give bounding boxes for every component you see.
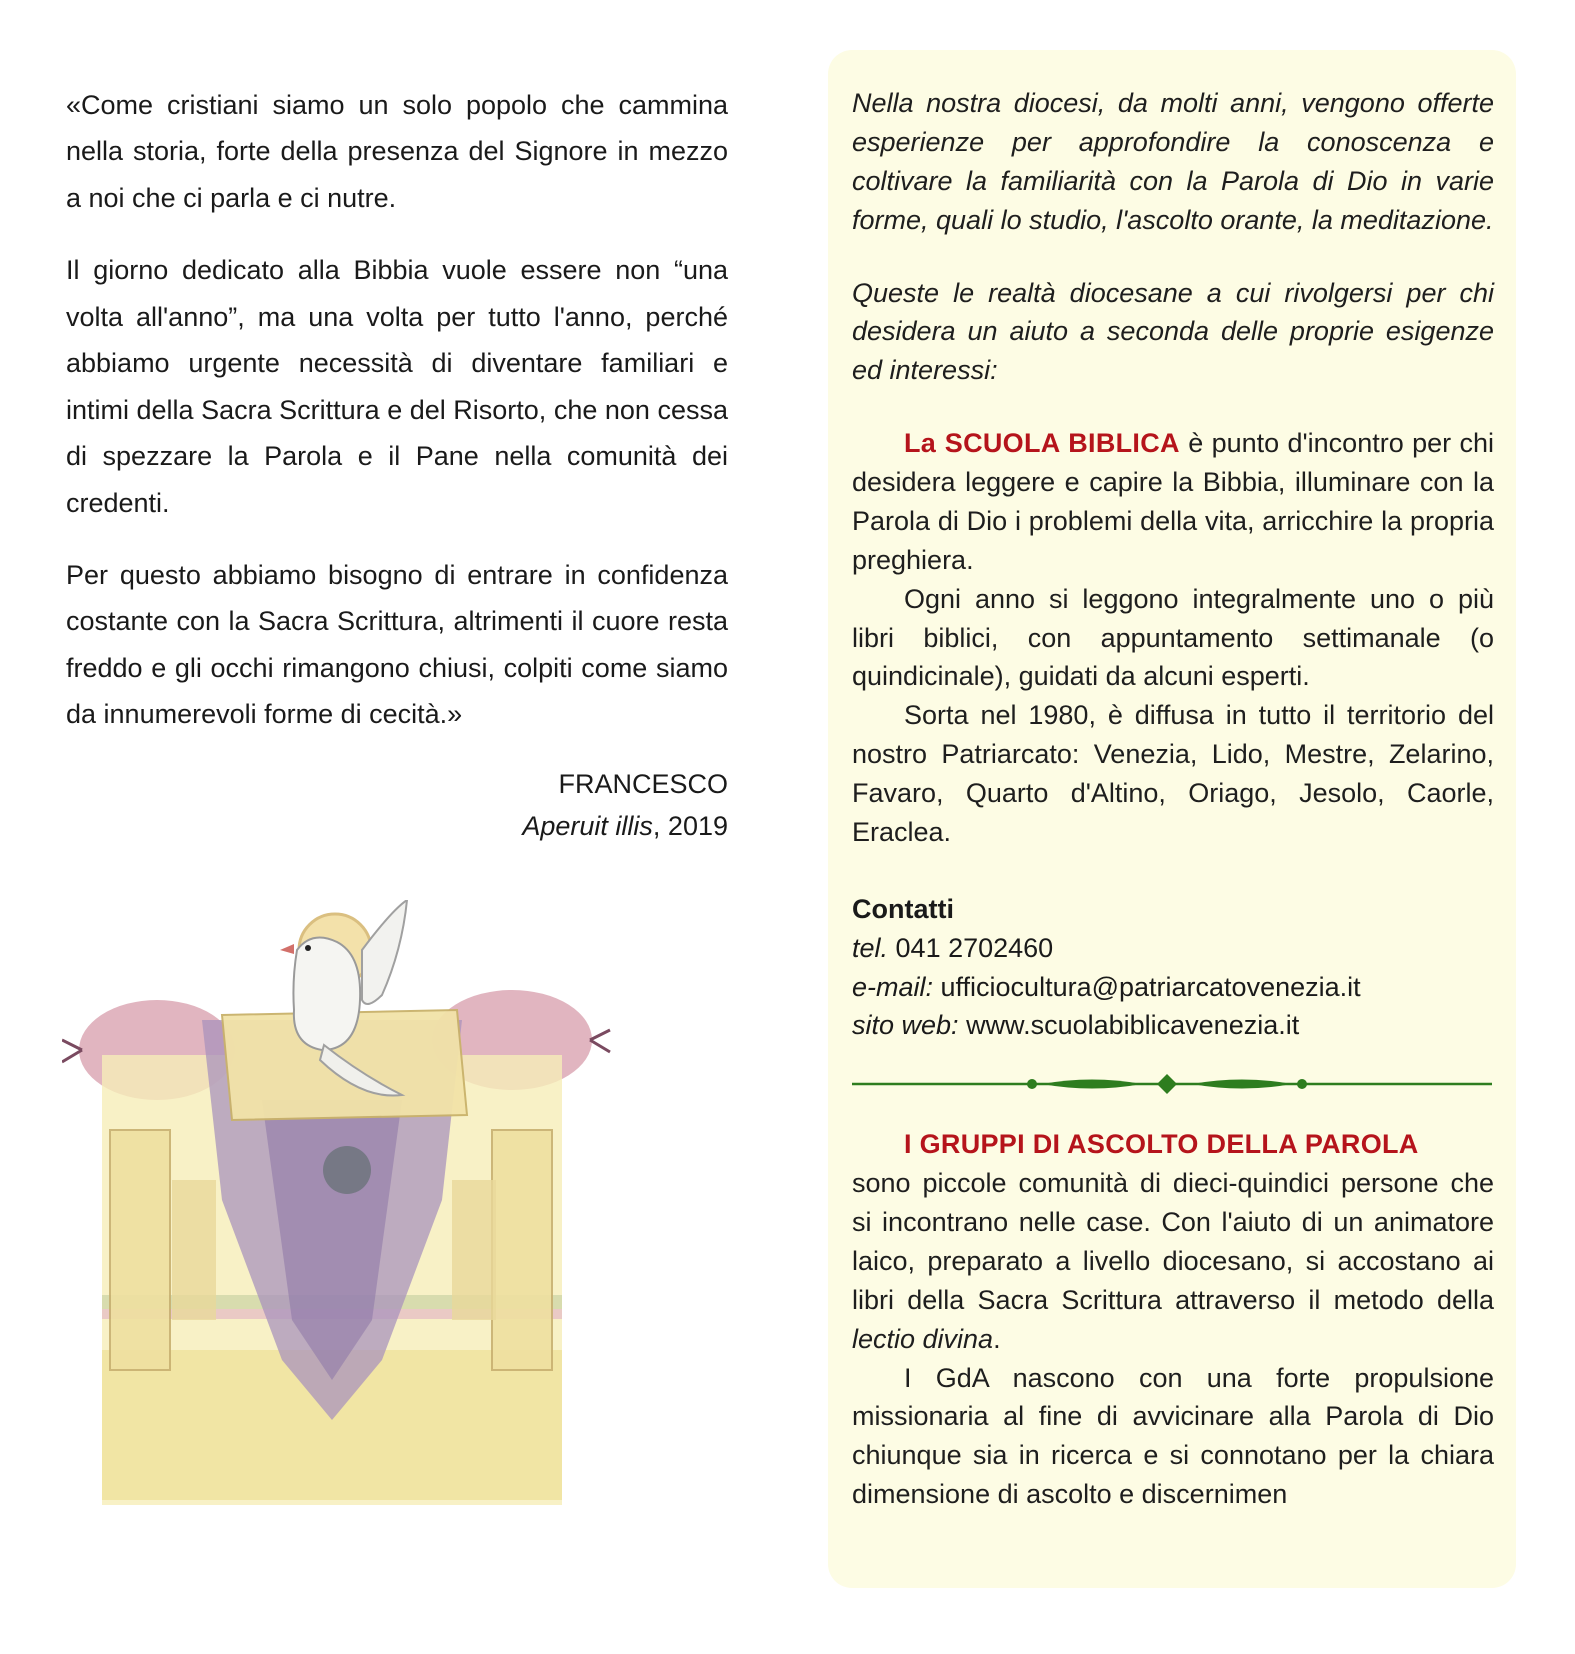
intro-paragraph-2: Queste le realtà diocesane a cui rivolgersi per chi desidera un aiuto a seconda delle proprie esigenze ed interessi: [852,277,1494,386]
scuola-paragraph-1-text: è punto d'incontro per chi desidera leggere e capire la Bibbia, illuminare con la Parola di Dio i problemi della vita, arricchire la propria preghiera. [852,428,1494,575]
gruppi-paragraph-2: I GdA nascono con una forte propulsione missionaria al fine di avvicinare alla Parola di Dio chiunque sia in ricerca e si connotano per la chiara dimensione di ascolto e discernimen [852,1362,1494,1510]
quote-paragraph-1: «Come cristiani siamo un solo popolo che cammina nella storia, forte della presenza del Signore in mezzo a noi che ci parla e ci nutre. [66,90,728,213]
contacts-block [852,890,1494,1046]
email-label: e-mail: [852,971,934,1002]
scuola-paragraph-2: Ogni anno si leggono integralmente uno o più libri biblici, con appuntamento settimanale (o quindicinale), guidati da alcuni esperti. [852,583,1494,692]
ornamental-divider [852,1071,1492,1097]
contact-website [852,1006,1494,1045]
phone-value: 041 2702460 [888,932,1054,963]
quote-column [66,82,728,847]
dove-throne-illustration [62,900,642,1562]
gruppi-heading: I GRUPPI DI ASCOLTO DELLA PAROLA [904,1129,1419,1160]
email-link[interactable]: ufficiocultura@patriarcatovenezia.it [933,971,1361,1002]
intro-paragraph-1: Nella nostra diocesi, da molti anni, vengono offerte esperienze per approfondire la conoscenza e coltivare la familiarità con la Parola di Dio in varie forme, quali lo studio, l'ascolto orante, la meditazione. [852,88,1494,235]
contacts-title: Contatti [852,893,954,924]
scuola-biblica-heading: La SCUOLA BIBLICA [904,428,1180,459]
signature-name: FRANCESCO [558,768,728,799]
gruppi-heading-line [852,1125,1494,1164]
signature-year: , 2019 [652,810,728,841]
website-label: sito web: [852,1010,959,1041]
signature-work: Aperuit illis [522,810,653,841]
gruppi-ascolto-section [852,1125,1494,1514]
scuola-paragraph-3: Sorta nel 1980, è diffusa in tutto il territorio del nostro Patriarcato: Venezia, Lido, Mestre, Zelarino, Favaro, Quarto d'Altino, Oriago, Jesolo, Caorle, Eraclea. [852,700,1494,847]
info-panel [828,50,1516,1588]
lectio-divina-term: lectio divina [852,1323,994,1354]
scuola-biblica-section [852,424,1494,852]
website-link[interactable]: www.scuolabiblicavenezia.it [958,1010,1300,1041]
quote-paragraph-3: Per questo abbiamo bisogno di entrare in confidenza costante con la Sacra Scrittura, altrimenti il cuore resta freddo e gli occhi rimangono chiusi, colpiti come siamo da innumerevoli forme di cecità.» [66,559,728,730]
gruppi-paragraph-1 [852,1164,1494,1358]
phone-label: tel. [852,932,889,963]
quote-paragraph-2: Il giorno dedicato alla Bibbia vuole essere non “una volta all'anno”, ma una volta per tutto l'anno, perché abbiamo urgente necessità di diventare familiari e intimi della Sacra Scrittura e del Risorto, che non cessa di spezzare la Parola e il Pane nella comunità dei credenti. [66,255,728,518]
gruppi-paragraph-1-end: . [993,1323,1001,1354]
scuola-paragraph-1 [852,424,1494,580]
signature-source [522,811,728,841]
quote-signature [66,764,728,848]
contact-phone [852,929,1494,968]
contact-email [852,968,1494,1007]
gruppi-paragraph-1-text: sono piccole comunità di dieci-quindici persone che si incontrano nelle case. Con l'aiuto di un animatore laico, preparato a livello diocesano, si accostano ai libri della Sacra Scrittura attraverso il metodo della [852,1168,1494,1315]
